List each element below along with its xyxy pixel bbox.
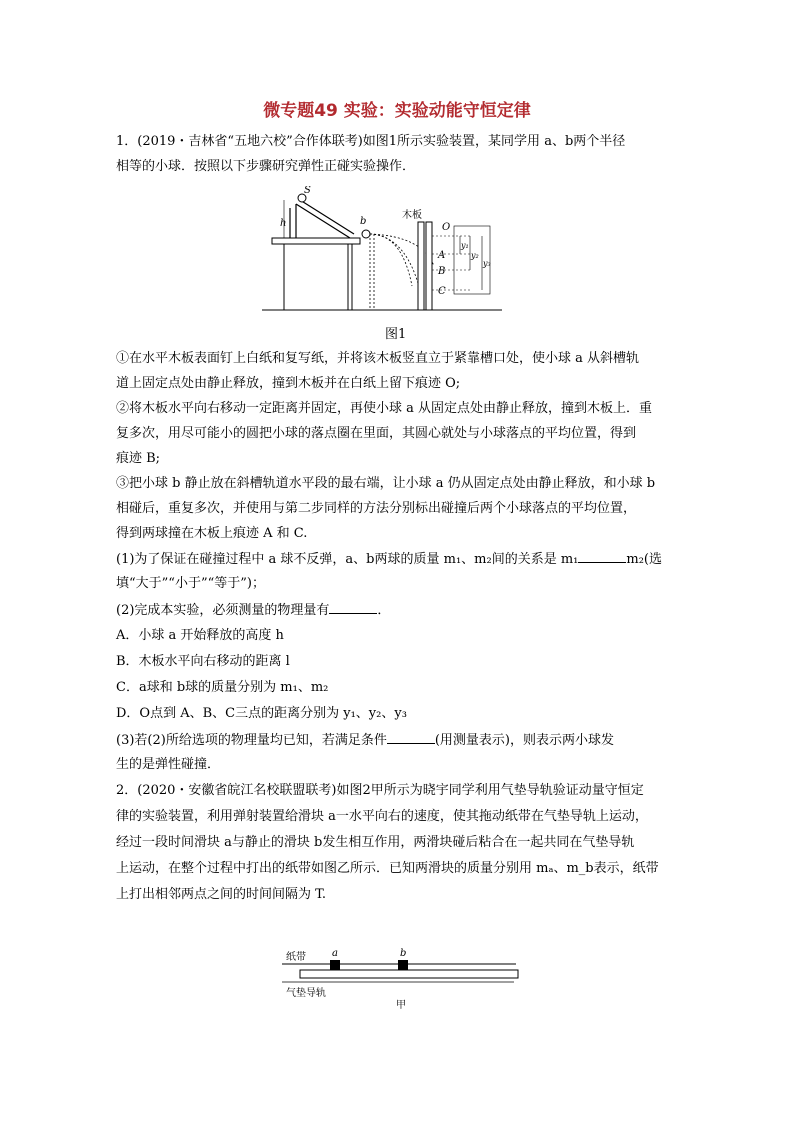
- label-y3: y₃: [483, 259, 491, 268]
- label-h: h: [280, 218, 287, 229]
- q1-option-D: D．O点到 A、B、C三点的距离分别为 y₁、y₂、y₃: [116, 706, 407, 721]
- q1-step-3c: 得到两球撞在木板上痕迹 A 和 C.: [116, 526, 308, 541]
- ball-b: [362, 230, 370, 238]
- label-tape: 纸带: [286, 952, 306, 963]
- label-rail: 气垫导轨: [286, 988, 326, 999]
- q1-sub3-line1: [116, 731, 614, 750]
- q1-sub2-text-b: ．: [377, 603, 391, 618]
- slider-a: [330, 960, 340, 970]
- q1-sub3-text-a: (3)若(2)所给选项的物理量均已知，若满足条件: [116, 733, 387, 748]
- q1-sub3-text-b: (用测量表示)，则表示两小球发: [434, 733, 614, 748]
- label-O: O: [442, 222, 451, 233]
- label-b: b: [400, 948, 407, 959]
- label-board: 木板: [402, 210, 422, 221]
- q1-sub1-answer-blank[interactable]: [578, 550, 626, 563]
- q2-line-1: 2．(2020・安徽省皖江名校联盟联考)如图2甲所示为晓宇同学利用气垫导轨验证动量守恒定: [116, 783, 644, 798]
- q1-sub1-line2: 填“大于”“小于”“等于”)；: [116, 576, 265, 591]
- q2-line-2: 律的实验装置，利用弹射装置给滑块 a一水平向右的速度，使其拖动纸带在气垫导轨上运动，: [116, 809, 648, 824]
- q1-line-2: 相等的小球．按照以下步骤研究弹性正碰实验操作．: [116, 159, 416, 174]
- label-A: A: [438, 250, 446, 261]
- q1-sub3-line2: 生的是弹性碰撞．: [116, 757, 221, 772]
- q1-option-B: B．木板水平向右移动的距离 l: [116, 654, 290, 669]
- q2-line-4: 上运动，在整个过程中打出的纸带如图乙所示．已知两滑块的质量分别用 mₐ、m_b表示，纸带: [116, 861, 659, 876]
- q1-step-2b: 复多次，用尽可能小的圆把小球的落点圈在里面，其圆心就处与小球落点的平均位置，得到: [116, 426, 637, 441]
- figure-1-apparatus: [262, 186, 502, 314]
- q1-line-1: 1．(2019・吉林省“五地六校”合作体联考)如图1所示实验装置，某同学用 a、b两个半径: [116, 134, 626, 149]
- q1-sub2-answer-blank[interactable]: [329, 601, 377, 614]
- q1-sub1-line1: [116, 550, 662, 569]
- q1-sub2-line: [116, 601, 390, 620]
- label-b: b: [360, 216, 367, 227]
- q1-sub1-text-b: m₂(选: [626, 552, 663, 567]
- figure-2-air-track: [276, 944, 526, 1010]
- q1-sub2-text-a: (2)完成本实验，必须测量的物理量有: [116, 603, 330, 618]
- q1-sub1-text-a: (1)为了保证在碰撞过程中 a 球不反弹，a、b两球的质量 m₁、m₂间的关系是 m₁: [116, 552, 579, 567]
- q1-step-2c: 痕迹 B;: [116, 451, 161, 466]
- label-a: a: [332, 948, 338, 959]
- figure-1-caption: 图1: [385, 327, 407, 342]
- q1-option-C: C．a球和 b球的质量分别为 m₁、m₂: [116, 680, 329, 695]
- q1-step-1b: 道上固定点处由静止释放，撞到木板并在白纸上留下痕迹 O;: [116, 376, 461, 391]
- label-y1: y₁: [461, 241, 469, 250]
- label-C: C: [438, 286, 446, 297]
- q1-sub3-answer-blank[interactable]: [387, 731, 435, 744]
- q1-step-3a: ③把小球 b 静止放在斜槽轨道水平段的最右端，让小球 a 仍从固定点处由静止释放，和小球 b: [116, 476, 656, 491]
- air-track-rail: [300, 970, 518, 978]
- label-caption: 甲: [396, 1000, 406, 1010]
- q2-line-5: 上打出相邻两点之间的时间间隔为 T.: [116, 887, 327, 902]
- q1-step-1a: ①在水平木板表面钉上白纸和复写纸，并将该木板竖直立于紧靠槽口处，使小球 a 从斜槽轨: [116, 351, 640, 366]
- label-B: B: [438, 266, 446, 277]
- table: [272, 238, 360, 310]
- q1-step-2a: ②将木板水平向右移动一定距离并固定，再使小球 a 从固定点处由静止释放，撞到木板上．重: [116, 401, 653, 416]
- page-title: 微专题49 实验：实验动能守恒定律: [263, 101, 531, 121]
- label-y2: y₂: [471, 251, 479, 260]
- slider-b: [398, 960, 408, 970]
- incline-track: [290, 200, 354, 238]
- q2-line-3: 经过一段时间滑块 a与静止的滑块 b发生相互作用，两滑块碰后粘合在一起共同在气垫导轨: [116, 835, 635, 850]
- q1-step-3b: 相碰后，重复多次，并使用与第二步同样的方法分别标出碰撞后两个小球落点的平均位置，: [116, 501, 637, 516]
- q1-option-A: A．小球 a 开始释放的高度 h: [116, 628, 284, 643]
- wood-board: [418, 222, 432, 310]
- label-S: S: [304, 186, 311, 196]
